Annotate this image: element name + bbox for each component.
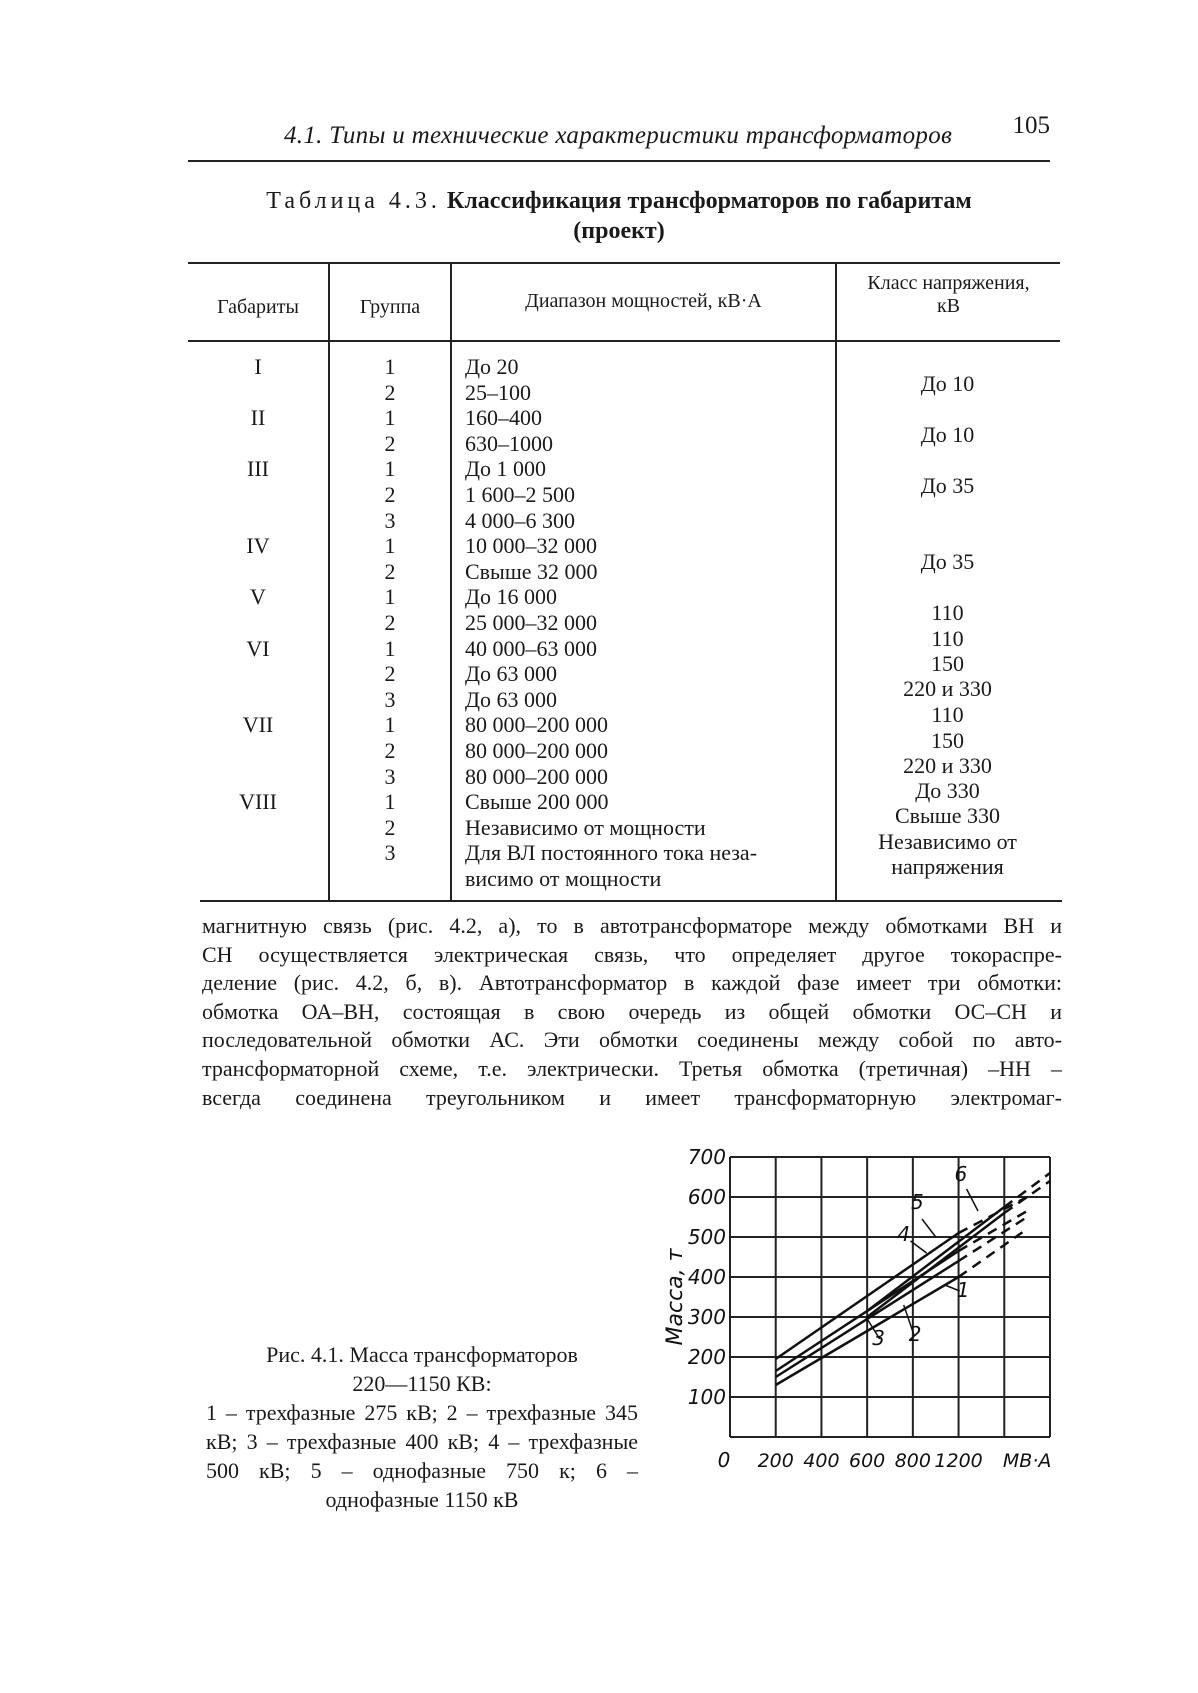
power-range-cell: До 16 000 (465, 584, 558, 610)
running-header-title: 4.1. Типы и технические характеристики трансформаторов (284, 122, 953, 149)
group-cell: 2 (384, 737, 396, 763)
voltage-class-cell: Независимо от (878, 829, 1017, 854)
power-range-cell: До 20 (465, 354, 519, 379)
body-line: всегда соединена треугольником и имеет трансформаторную электромаг- (202, 1084, 1062, 1110)
power-range-cell: висимо от мощности (465, 865, 662, 891)
gabarit-cell: VIII (239, 789, 277, 815)
gabarit-cell (188, 764, 328, 790)
power-range-cell: 25–100 (465, 379, 531, 405)
gabarit-cell (188, 840, 328, 866)
voltage-class-cell: До 10 (920, 371, 975, 396)
gabarit-cell (188, 815, 328, 841)
y-tick-label: 300 (687, 1305, 726, 1329)
voltage-class-cell: 220 и 330 (903, 676, 992, 701)
y-tick-label: 100 (687, 1385, 726, 1409)
x-tick-label: 1200 (934, 1450, 983, 1472)
power-range-cell: 160–400 (465, 405, 542, 431)
power-range-cell: 630–1000 (465, 430, 553, 456)
power-range-cell: Свыше 200 000 (465, 789, 609, 815)
y-tick-label: 400 (687, 1265, 726, 1289)
voltage-class-cell: До 10 (920, 422, 975, 447)
table-header-rule (188, 340, 1060, 342)
gabarit-cell (188, 610, 328, 636)
series-leader-6 (967, 1189, 978, 1211)
table-divider-2 (450, 262, 452, 902)
gabarit-cell (188, 559, 328, 585)
gabarit-cell (188, 738, 328, 764)
gabarit-cell (188, 431, 328, 457)
voltage-class-cell: 150 (931, 728, 964, 753)
group-cell: 2 (384, 661, 396, 687)
gabarit-cell (188, 380, 328, 406)
voltage-class-cell: 110 (931, 702, 964, 727)
body-line: СН осуществляется электрическая связь, что определяет другое токораспре- (202, 941, 1062, 967)
group-cell: 1 (384, 533, 396, 559)
power-range-cell: До 63 000 (465, 686, 558, 712)
gabarit-cell: I (254, 354, 262, 379)
series-label-2: 2 (908, 1322, 922, 1346)
voltage-class-cell: Свыше 330 (894, 803, 1001, 828)
power-range-cell: 40 000–63 000 (465, 635, 597, 661)
power-range-cell: Для ВЛ постоянного тока неза- (465, 840, 758, 866)
voltage-class-cell: 150 (931, 651, 964, 676)
gabarit-cell: III (247, 456, 269, 482)
group-cell: 2 (384, 558, 396, 584)
group-cell: 1 (384, 635, 396, 661)
gabarit-cell (188, 508, 328, 534)
body-line: трансформаторной схеме, т.е. электрически. Третья обмотка (третичная) –НН – (202, 1055, 1062, 1081)
group-cell: 2 (384, 379, 396, 405)
running-header (188, 112, 1050, 162)
header-gabarity: Габариты (217, 296, 299, 318)
body-line: деление (рис. 4.2, б, в). Автотрансформатор в каждой фазе имеет три обмотки: (202, 970, 1062, 996)
power-range-cell: Независимо от мощности (465, 814, 706, 840)
group-cell: 2 (384, 481, 396, 507)
power-range-cell: 25 000–32 000 (465, 609, 597, 635)
body-line: обмотка ОА–ВН, состоящая в свою очередь из общей обмотки ОС–СН и (202, 998, 1062, 1024)
gabarit-cell (188, 866, 328, 892)
gabarit-cell: II (250, 405, 266, 431)
y-tick-label: 700 (687, 1145, 726, 1169)
gabarit-column (188, 354, 328, 891)
x-tick-label: 400 (803, 1450, 840, 1472)
page-number: 105 (1012, 112, 1050, 139)
group-cell: 1 (384, 354, 396, 379)
group-cell: 1 (384, 456, 396, 482)
group-cell: 1 (384, 405, 396, 431)
header-diapazon: Диапазон мощностей, кВ·А (525, 290, 762, 312)
table-top-rule (188, 262, 1060, 264)
gabarit-cell (188, 661, 328, 687)
figure-caption-legend: 1 – трехфазные 275 кВ; 2 – трехфазные 345 кВ; 3 – трехфазные 400 кВ; 4 – трехфазные 500 кВ; 5 – однофазные 750 к; 6 – однофазные 1150 кВ (206, 1400, 638, 1512)
group-cell: 3 (384, 763, 396, 789)
series-label-6: 6 (954, 1162, 968, 1186)
group-column (330, 354, 450, 891)
group-cell: 3 (384, 507, 396, 533)
table-caption-subtitle: (проект) (573, 218, 665, 244)
y-tick-label: 600 (687, 1185, 726, 1209)
series-label-3: 3 (872, 1326, 885, 1350)
voltage-class-cell: напряжения (891, 854, 1004, 879)
group-cell: 2 (384, 430, 396, 456)
voltage-class-cell: До 35 (920, 473, 975, 498)
series-line-6 (867, 1207, 1004, 1311)
voltage-class-cell: До 35 (920, 549, 975, 574)
voltage-class-cell: 110 (931, 600, 964, 625)
series-label-4: 4 (897, 1222, 911, 1246)
x-unit-label: МВ·А (1002, 1450, 1052, 1472)
group-cell: 1 (384, 789, 396, 815)
group-cell (330, 866, 450, 892)
series-label-5: 5 (911, 1190, 924, 1214)
power-range-column (465, 354, 835, 891)
figure-caption-title-2: 220—1150 КВ: (352, 1371, 492, 1396)
x-tick-label: 600 (849, 1450, 886, 1472)
group-cell: 2 (384, 609, 396, 635)
series-label-1: 1 (956, 1278, 970, 1302)
power-range-cell: Свыше 32 000 (465, 558, 598, 584)
figure-caption (206, 1340, 638, 1514)
power-range-cell: До 63 000 (465, 661, 558, 687)
y-tick-label: 500 (687, 1225, 726, 1249)
gabarit-cell: VII (242, 712, 274, 738)
voltage-class-cell: 220 и 330 (903, 753, 992, 778)
gabarit-cell: V (250, 584, 266, 610)
x-tick-label: 200 (757, 1450, 794, 1472)
gabarit-cell (188, 482, 328, 508)
x-tick-label: 800 (894, 1450, 931, 1472)
transformer-mass-chart (660, 1145, 1080, 1515)
header-gruppa: Группа (359, 296, 421, 318)
figure-caption-title-1: Рис. 4.1. Масса трансформаторов (266, 1342, 578, 1367)
gabarit-cell (188, 687, 328, 713)
voltage-class-cell: До 330 (915, 778, 980, 803)
series-dashed-6 (1004, 1173, 1050, 1207)
series-leader-5 (922, 1219, 936, 1237)
gabarit-cell: IV (246, 533, 270, 559)
table-caption-label: Таблица 4.3. (266, 188, 441, 214)
power-range-cell: 1 600–2 500 (465, 481, 575, 507)
power-range-cell: 4 000–6 300 (465, 507, 575, 533)
body-paragraph (202, 912, 1062, 1112)
header-klass (837, 272, 1060, 318)
power-range-cell: 80 000–200 000 (465, 763, 608, 789)
table-caption-title: Классификация трансформаторов по габаритам (446, 188, 972, 214)
body-line: последовательной обмотки АС. Эти обмотки соединены между собой по авто- (202, 1027, 1062, 1053)
voltage-class-cell: 110 (931, 626, 964, 651)
origin-label: 0 (717, 1448, 731, 1472)
power-range-cell: 80 000–200 000 (465, 712, 608, 738)
power-range-cell: 10 000–32 000 (465, 533, 597, 559)
gabarit-cell: VI (246, 635, 270, 661)
group-cell: 1 (384, 712, 396, 738)
group-cell: 3 (384, 840, 396, 866)
group-cell: 3 (384, 686, 396, 712)
group-cell: 2 (384, 814, 396, 840)
y-tick-label: 200 (687, 1345, 726, 1369)
table-caption (188, 186, 1050, 246)
power-range-cell: До 1 000 (465, 456, 547, 482)
header-klass-line2: кВ (936, 295, 961, 317)
header-klass-line1: Класс напряжения, (867, 272, 1030, 294)
group-cell: 1 (384, 584, 396, 610)
y-axis-label: Масса, т (663, 1248, 688, 1346)
body-line: магнитную связь (рис. 4.2, а), то в автотрансформаторе между обмотками ВН и (202, 913, 1062, 938)
power-range-cell: 80 000–200 000 (465, 737, 608, 763)
series-line-5 (867, 1213, 1004, 1317)
